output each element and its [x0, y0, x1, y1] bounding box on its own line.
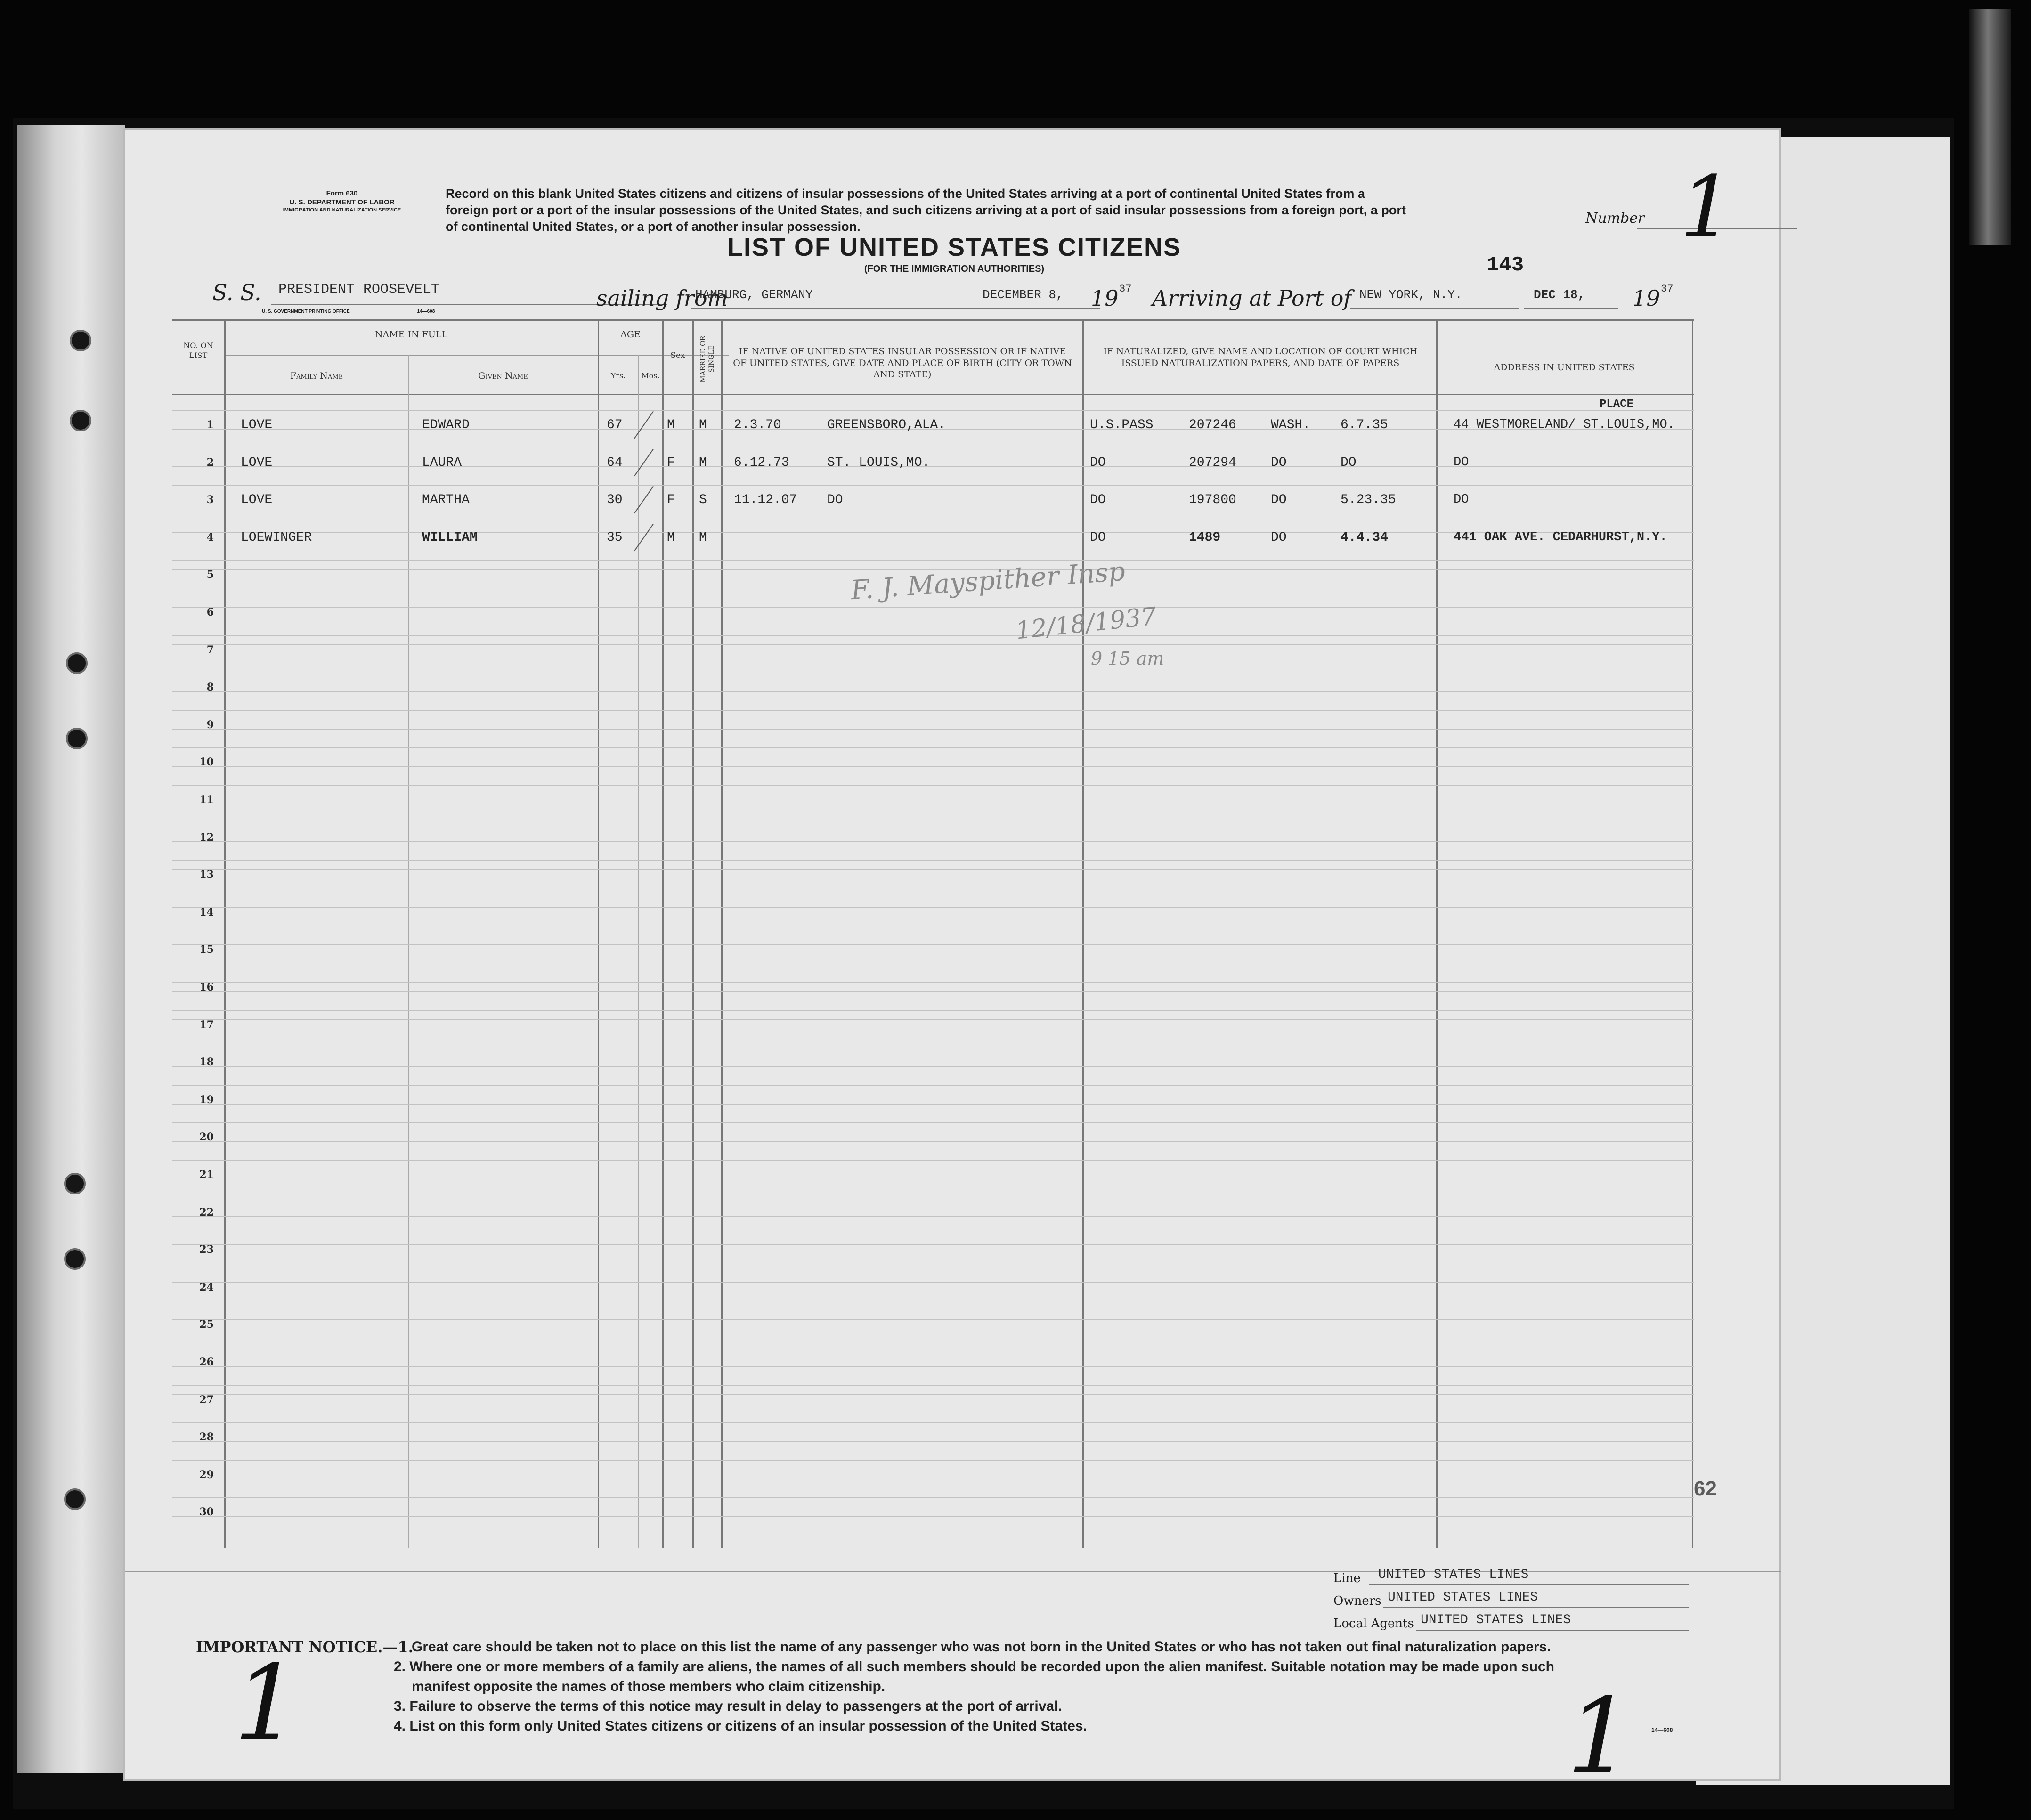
check-mark: [634, 448, 654, 476]
naturalization-number-cell: 207294: [1189, 455, 1236, 470]
departure-year-prefix: 19: [1091, 285, 1119, 311]
birth-date-cell: 6.12.73: [734, 455, 789, 470]
row-rule: [172, 1216, 1694, 1217]
row-number: 1: [206, 419, 214, 431]
birth-date-cell: 11.12.07: [734, 493, 797, 508]
naturalization-number-cell: 1489: [1189, 530, 1221, 545]
family-name-cell: LOEWINGER: [241, 530, 312, 545]
header-mid-rule: [225, 355, 729, 356]
age-cell: 35: [607, 530, 623, 545]
instructions-line-1: Record on this blank United States citizens and citizens of insular possessions of the United States arriving at a port of continental United States from a: [446, 187, 1365, 201]
marital-status-cell: M: [699, 418, 707, 432]
row-rule: [172, 607, 1694, 608]
row-rule: [172, 944, 1694, 945]
row-number: 25: [199, 1318, 214, 1331]
row-number: 15: [199, 943, 214, 956]
inspection-date: 12/18/1937: [1014, 602, 1158, 645]
notice-3: 3. Failure to observe the terms of this notice may result in delay to passengers at the port of arrival.: [394, 1698, 1062, 1714]
row-number: 2: [206, 456, 214, 469]
row-number: 30: [199, 1506, 214, 1519]
binder-edge: [1969, 9, 2011, 245]
row-number: 8: [206, 681, 214, 694]
naturalization-date-cell: 4.4.34: [1340, 530, 1388, 545]
printing-office-code: 14—608: [417, 309, 435, 314]
row-number: 7: [206, 643, 214, 656]
row-rule: [172, 991, 1694, 992]
row-number: 6: [206, 606, 214, 618]
footer-form-code: 14—608: [1651, 1727, 1673, 1733]
naturalization-court-cell: DO: [1090, 493, 1106, 508]
birth-place-cell: GREENSBORO,ALA.: [827, 418, 946, 432]
binder-hole: [64, 1248, 86, 1270]
naturalization-location-cell: DO: [1271, 455, 1287, 470]
inspector-signature: F. J. Mayspither Insp: [850, 556, 1126, 606]
row-number: 11: [199, 794, 214, 806]
arriving-label: Arriving at Port of: [1152, 285, 1352, 311]
naturalization-location-cell: DO: [1271, 530, 1287, 545]
row-number: 9: [206, 718, 214, 731]
naturalization-number-cell: 197800: [1189, 493, 1236, 508]
binder-hole: [70, 410, 91, 431]
row-rule: [172, 907, 1694, 908]
arrival-year: 37: [1661, 283, 1674, 295]
row-number: 14: [199, 906, 214, 918]
age-cell: 64: [607, 455, 623, 470]
binder-hole: [64, 1488, 86, 1510]
row-rule: [172, 1019, 1694, 1020]
check-mark: [634, 411, 654, 439]
inspection-time: 9 15 am: [1091, 648, 1164, 669]
notice-1: Great care should be taken not to place on this list the name of any passenger who was not born in the United States or who has not taken out final naturalization papers.: [412, 1639, 1551, 1655]
col-divider: [408, 355, 409, 1548]
number-label: Number: [1585, 210, 1645, 227]
header-family-name: Family Name: [290, 371, 343, 381]
row-rule: [172, 1122, 1694, 1123]
col-divider: [638, 355, 639, 1548]
row-rule: [172, 1460, 1694, 1461]
service: IMMIGRATION AND NATURALIZATION SERVICE: [283, 207, 401, 213]
row-rule: [172, 785, 1694, 786]
line-label: Line: [1333, 1571, 1361, 1585]
row-rule: [172, 841, 1694, 842]
sex-cell: M: [667, 418, 675, 432]
agents-label: Local Agents: [1333, 1617, 1414, 1631]
binder-hole: [64, 1173, 86, 1194]
row-rule: [172, 691, 1694, 692]
row-number: 19: [199, 1093, 214, 1106]
row-number: 21: [199, 1169, 214, 1181]
row-rule: [172, 485, 1694, 486]
row-rule: [172, 410, 1694, 411]
check-mark: [634, 486, 654, 513]
owners-underline: [1383, 1607, 1689, 1608]
naturalization-number-cell: 207246: [1189, 418, 1236, 432]
header-naturalized: IF NATURALIZED, GIVE NAME AND LOCATION OF COURT WHICH ISSUED NATURALIZATION PAPERS, AND DATE OF PAPERS: [1103, 346, 1418, 368]
notice-2a: 2. Where one or more members of a family are aliens, the names of all such members should be recorded upon the alien manifest. Suitable notation may be made upon such: [394, 1659, 1554, 1674]
handwritten-number: 1: [1680, 158, 1734, 257]
printing-office-text: U. S. GOVERNMENT PRINTING OFFICE: [262, 309, 350, 314]
owners-value: UNITED STATES LINES: [1388, 1590, 1538, 1605]
row-number: 27: [199, 1393, 214, 1406]
address-cell: DO: [1454, 455, 1469, 470]
given-name-cell: WILLIAM: [422, 530, 478, 545]
check-mark: [634, 524, 654, 551]
table-top-rule: [172, 319, 1694, 321]
sex-cell: F: [667, 455, 675, 470]
form-number: Form 630: [326, 189, 358, 197]
handwritten-right-1: 1: [1567, 1676, 1633, 1796]
row-rule: [172, 644, 1694, 645]
header-married-single: MARRIED OR SINGLE: [699, 335, 715, 382]
row-rule: [172, 1282, 1694, 1283]
page-subtitle: (FOR THE IMMIGRATION AUTHORITIES): [864, 264, 1045, 274]
row-rule: [172, 1160, 1694, 1161]
row-rule: [172, 860, 1694, 861]
row-rule: [172, 982, 1694, 983]
row-number: 28: [199, 1431, 214, 1444]
row-rule: [172, 1104, 1694, 1105]
row-rule: [172, 1066, 1694, 1067]
address-note: PLACE: [1600, 398, 1634, 411]
marital-status-cell: M: [699, 455, 707, 470]
binder-spine: [17, 125, 125, 1773]
row-rule: [172, 1366, 1694, 1367]
given-name-cell: MARTHA: [422, 493, 470, 508]
departure-underline: [691, 308, 959, 309]
marital-status-cell: M: [699, 530, 707, 545]
row-rule: [172, 1085, 1694, 1086]
ship-name: PRESIDENT ROOSEVELT: [278, 282, 440, 298]
row-number: 26: [199, 1356, 214, 1368]
row-rule: [172, 1422, 1694, 1423]
given-name-cell: EDWARD: [422, 418, 470, 432]
family-name-cell: LOVE: [241, 418, 273, 432]
row-rule: [172, 635, 1694, 636]
age-cell: 67: [607, 418, 623, 432]
row-number: 16: [199, 981, 214, 993]
page-title: LIST OF UNITED STATES CITIZENS: [727, 233, 1181, 261]
arrival-underline: [1524, 308, 1618, 309]
naturalization-date-cell: 5.23.35: [1340, 493, 1396, 508]
arrival-port: NEW YORK, N.Y.: [1359, 288, 1462, 302]
birth-place-cell: DO: [827, 493, 843, 508]
naturalization-location-cell: WASH.: [1271, 418, 1311, 432]
departure-date: DECEMBER 8,: [983, 288, 1064, 302]
family-name-cell: LOVE: [241, 455, 273, 470]
row-rule: [172, 1010, 1694, 1011]
row-number: 12: [199, 831, 214, 844]
printing-office: [262, 309, 435, 314]
arrival-year-prefix: 19: [1633, 285, 1660, 311]
family-name-cell: LOVE: [241, 493, 273, 508]
form-id: [271, 189, 413, 213]
row-rule: [172, 1385, 1694, 1386]
stamp-number: 143: [1487, 253, 1524, 277]
naturalization-location-cell: DO: [1271, 493, 1287, 508]
owners-label: Owners: [1333, 1594, 1381, 1608]
naturalization-court-cell: DO: [1090, 530, 1106, 545]
department: U. S. DEPARTMENT OF LABOR: [289, 198, 395, 206]
line-value: UNITED STATES LINES: [1378, 1568, 1529, 1582]
row-number: 3: [206, 494, 214, 506]
birth-place-cell: ST. LOUIS,MO.: [827, 455, 930, 470]
binder-hole: [66, 652, 88, 674]
line-underline: [1369, 1584, 1689, 1585]
row-rule: [172, 766, 1694, 767]
row-rule: [172, 710, 1694, 711]
notice-4: 4. List on this form only United States citizens or citizens of an insular possession of the United States.: [394, 1718, 1087, 1734]
header-given-name: Given Name: [478, 371, 528, 381]
header-mos: Mos.: [641, 371, 660, 380]
row-number: 17: [199, 1018, 214, 1031]
handwritten-left-1: 1: [234, 1643, 300, 1763]
header-birth: IF NATIVE OF UNITED STATES INSULAR POSSESSION OR IF NATIVE OF UNITED STATES, GIVE DATE AND PLACE OF BIRTH (CITY OR TOWN AND STATE): [733, 346, 1072, 380]
binder-hole: [70, 330, 91, 351]
form-instructions: [446, 186, 1633, 235]
corner-mark: 62: [1694, 1477, 1717, 1500]
row-rule: [172, 729, 1694, 730]
agents-value: UNITED STATES LINES: [1421, 1613, 1571, 1627]
departure-port: HAMBURG, GERMANY: [695, 288, 813, 302]
header-address: ADDRESS IN UNITED STATES: [1494, 362, 1635, 373]
header-bottom-rule: [172, 394, 1694, 395]
date-underline: [959, 308, 1100, 309]
sex-cell: F: [667, 493, 675, 508]
row-rule: [172, 869, 1694, 870]
header-no-on-list: NO. ON LIST: [183, 341, 213, 360]
row-number: 22: [199, 1206, 214, 1219]
row-number: 5: [206, 569, 214, 581]
header-name-in-full: NAME IN FULL: [374, 329, 448, 340]
row-rule: [172, 1497, 1694, 1498]
marital-status-cell: S: [699, 493, 707, 508]
row-rule: [172, 1141, 1694, 1142]
given-name-cell: LAURA: [422, 455, 462, 470]
row-rule: [172, 1244, 1694, 1245]
row-number: 10: [199, 756, 214, 769]
naturalization-date-cell: DO: [1340, 455, 1357, 470]
address-cell: DO: [1454, 493, 1469, 507]
manifest-page: [123, 128, 1781, 1796]
ss-label: S. S.: [212, 280, 261, 305]
header-age: AGE: [620, 329, 641, 340]
age-cell: 30: [607, 493, 623, 508]
instructions-line-2: foreign port or a port of the insular possessions of the United States, and such citizens arriving at a port of said insular possessions from a foreign port, a port: [446, 203, 1406, 218]
naturalization-court-cell: DO: [1090, 455, 1106, 470]
naturalization-court-cell: U.S.PASS: [1090, 418, 1154, 432]
naturalization-date-cell: 6.7.35: [1340, 418, 1388, 432]
row-rule: [172, 1394, 1694, 1395]
row-number: 23: [199, 1243, 214, 1256]
address-cell: 44 WESTMORELAND/ ST.LOUIS,MO.: [1454, 418, 1675, 432]
instructions-line-3: of continental United States, or a port of another insular possession.: [446, 219, 861, 234]
row-number: 13: [199, 869, 214, 881]
row-number: 20: [199, 1131, 214, 1144]
sailing-from-label: sailing from: [596, 285, 728, 311]
header-sex: Sex: [670, 351, 685, 360]
header-yrs: Yrs.: [610, 371, 626, 380]
port-underline: [1350, 308, 1519, 309]
agents-underline: [1416, 1630, 1689, 1631]
sex-cell: M: [667, 530, 675, 545]
notice-2b: manifest opposite the names of those members who claim citizenship.: [412, 1679, 886, 1694]
row-rule: [172, 1441, 1694, 1442]
departure-year: 37: [1119, 283, 1132, 295]
row-rule: [172, 1516, 1694, 1517]
row-number: 4: [206, 531, 214, 544]
footer-divider: [125, 1571, 1781, 1572]
notice-title: IMPORTANT NOTICE.—1.: [196, 1638, 414, 1656]
address-cell: 441 OAK AVE. CEDARHURST,N.Y.: [1454, 530, 1667, 544]
row-number: 24: [199, 1281, 214, 1293]
row-number: 29: [199, 1468, 214, 1481]
arrival-date: DEC 18,: [1534, 288, 1585, 302]
row-rule: [172, 560, 1694, 561]
row-number: 18: [199, 1056, 214, 1069]
row-rule: [172, 1319, 1694, 1320]
binder-hole: [66, 728, 88, 749]
birth-date-cell: 2.3.70: [734, 418, 781, 432]
